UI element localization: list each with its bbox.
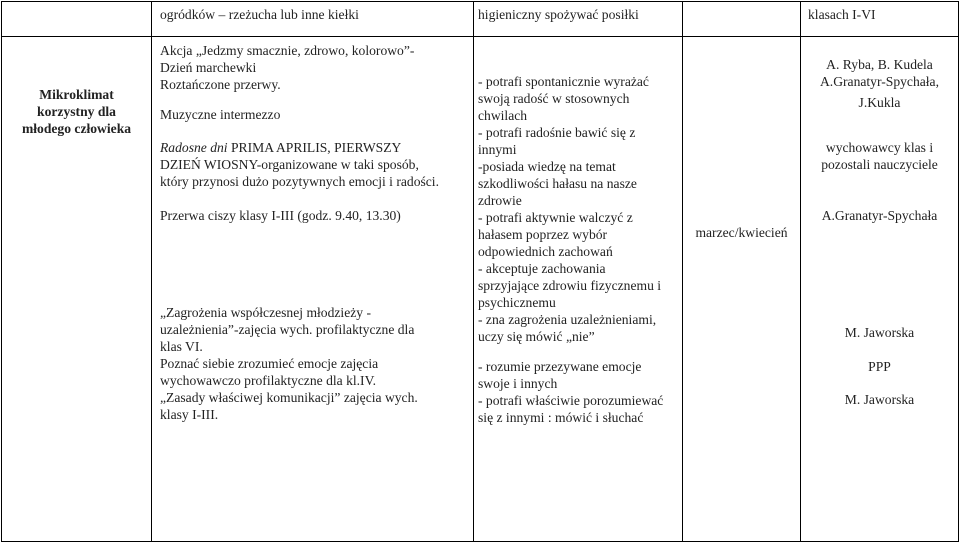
activity-line: Dzień marchewki (160, 60, 257, 75)
table-right-border (958, 1, 959, 542)
goal-line: odpowiednich zachowań (478, 244, 613, 259)
responsible-line: M. Jaworska (844, 392, 915, 407)
responsible-line: wychowawcy klas i (825, 140, 934, 155)
top-row-goal-text: higieniczny spożywać posiłki (478, 7, 639, 22)
goal-line: - akceptuje zachowania (478, 261, 606, 276)
activities-przerwa (160, 207, 401, 224)
responsible-group-3 (801, 207, 958, 224)
responsible-line: A.Granatyr-Spychała, (819, 74, 939, 89)
goal-line: hałasem poprzez wybór (478, 227, 608, 242)
activity-line: klas VI. (160, 339, 203, 354)
goals-group-1 (478, 73, 661, 345)
responsible-line: pozostali nauczyciele (821, 157, 938, 172)
activity-line (160, 139, 439, 156)
goal-line: innymi (478, 142, 517, 157)
activity-line: Roztańczone przerwy. (160, 77, 281, 92)
goal-line: swoje i innych (478, 376, 558, 391)
responsible-line: A.Granatyr-Spychała (821, 208, 938, 223)
activity-line: Akcja „Jedzmy smacznie, zdrowo, kolorowo”- (160, 43, 415, 58)
topic-line: młodego człowieka (21, 121, 132, 136)
term-cell (683, 224, 800, 241)
responsible-group-4 (801, 324, 958, 341)
goal-line: chwilach (478, 108, 528, 123)
activity-line: „Zagrożenia współczesnej młodzieży - (160, 305, 371, 320)
activity-line: Poznać siebie zrozumieć emocje zajęcia (160, 356, 379, 371)
activity-line: Muzyczne intermezzo (160, 107, 281, 122)
responsible-group-6 (801, 391, 958, 408)
row-divider (1, 36, 959, 37)
activities-group-3 (160, 304, 418, 423)
goal-line: - rozumie przezywane emocje (478, 359, 642, 374)
goal-line: swoją radość w stosownych (478, 91, 630, 106)
goal-line: uczy się mówić „nie” (478, 329, 595, 344)
activity-text: PRIMA APRILIS, PIERWSZY (227, 140, 402, 155)
responsible-group-2 (801, 139, 958, 173)
activity-line: DZIEŃ WIOSNY-organizowane w taki sposób, (160, 157, 419, 172)
goal-line: sprzyjające zdrowiu fizycznemu i (478, 278, 662, 293)
topic-line: korzystny dla (37, 104, 116, 119)
goal-line: -posiada wiedzę na temat (478, 159, 616, 174)
col-divider-1 (151, 1, 152, 542)
table-left-border (1, 1, 2, 542)
goal-line: - zna zagrożenia uzależnieniami, (478, 312, 657, 327)
activity-line: uzależnienia”-zajęcia wych. profilaktyczne dla (160, 322, 415, 337)
activity-italic-text: Radosne dni (160, 140, 228, 155)
goal-line: - potrafi spontanicznie wyrażać (478, 74, 649, 89)
activity-line: Przerwa ciszy klasy I-III (godz. 9.40, 13.30) (160, 208, 401, 223)
goal-line: zdrowie (478, 193, 522, 208)
activity-line: który przynosi dużo pozytywnych emocji i radości. (160, 174, 439, 189)
responsible-group-1 (801, 56, 958, 111)
responsible-line: A. Ryba, B. Kudela (826, 57, 933, 72)
term-text: marzec/kwiecień (695, 225, 788, 240)
goal-line: - potrafi radośnie bawić się z (478, 125, 636, 140)
table-bottom-border (1, 541, 959, 542)
topic-cell (2, 86, 151, 137)
topic-line: Mikroklimat (39, 87, 114, 102)
goal-line: szkodliwości hałasu na nasze (478, 176, 637, 191)
responsible-group-5 (801, 358, 958, 375)
activity-line: wychowawczo profilaktyczne dla kl.IV. (160, 373, 377, 388)
activities-group-2 (160, 139, 439, 190)
table-top-border (1, 1, 959, 2)
responsible-line: M. Jaworska (844, 325, 915, 340)
goal-line: się z innymi : mówić i słuchać (478, 410, 644, 425)
responsible-line: J.Kukla (858, 95, 901, 110)
activity-line: „Zasady właściwej komunikacji” zajęcia wych. (160, 390, 418, 405)
top-row-responsible-text: klasach I-VI (808, 7, 876, 22)
top-row-activity-text: ogródków – rzeżucha lub inne kiełki (160, 7, 359, 22)
activities-group-1 (160, 42, 414, 123)
activity-line: klasy I-III. (160, 407, 219, 422)
goal-line: - potrafi właściwie porozumiewać (478, 393, 664, 408)
goal-line: - potrafi aktywnie walczyć z (478, 210, 633, 225)
col-divider-2 (473, 1, 474, 542)
col-divider-3 (682, 1, 683, 542)
goal-line: psychicznemu (478, 295, 556, 310)
responsible-line: PPP (868, 359, 891, 374)
goals-group-2 (478, 358, 663, 426)
